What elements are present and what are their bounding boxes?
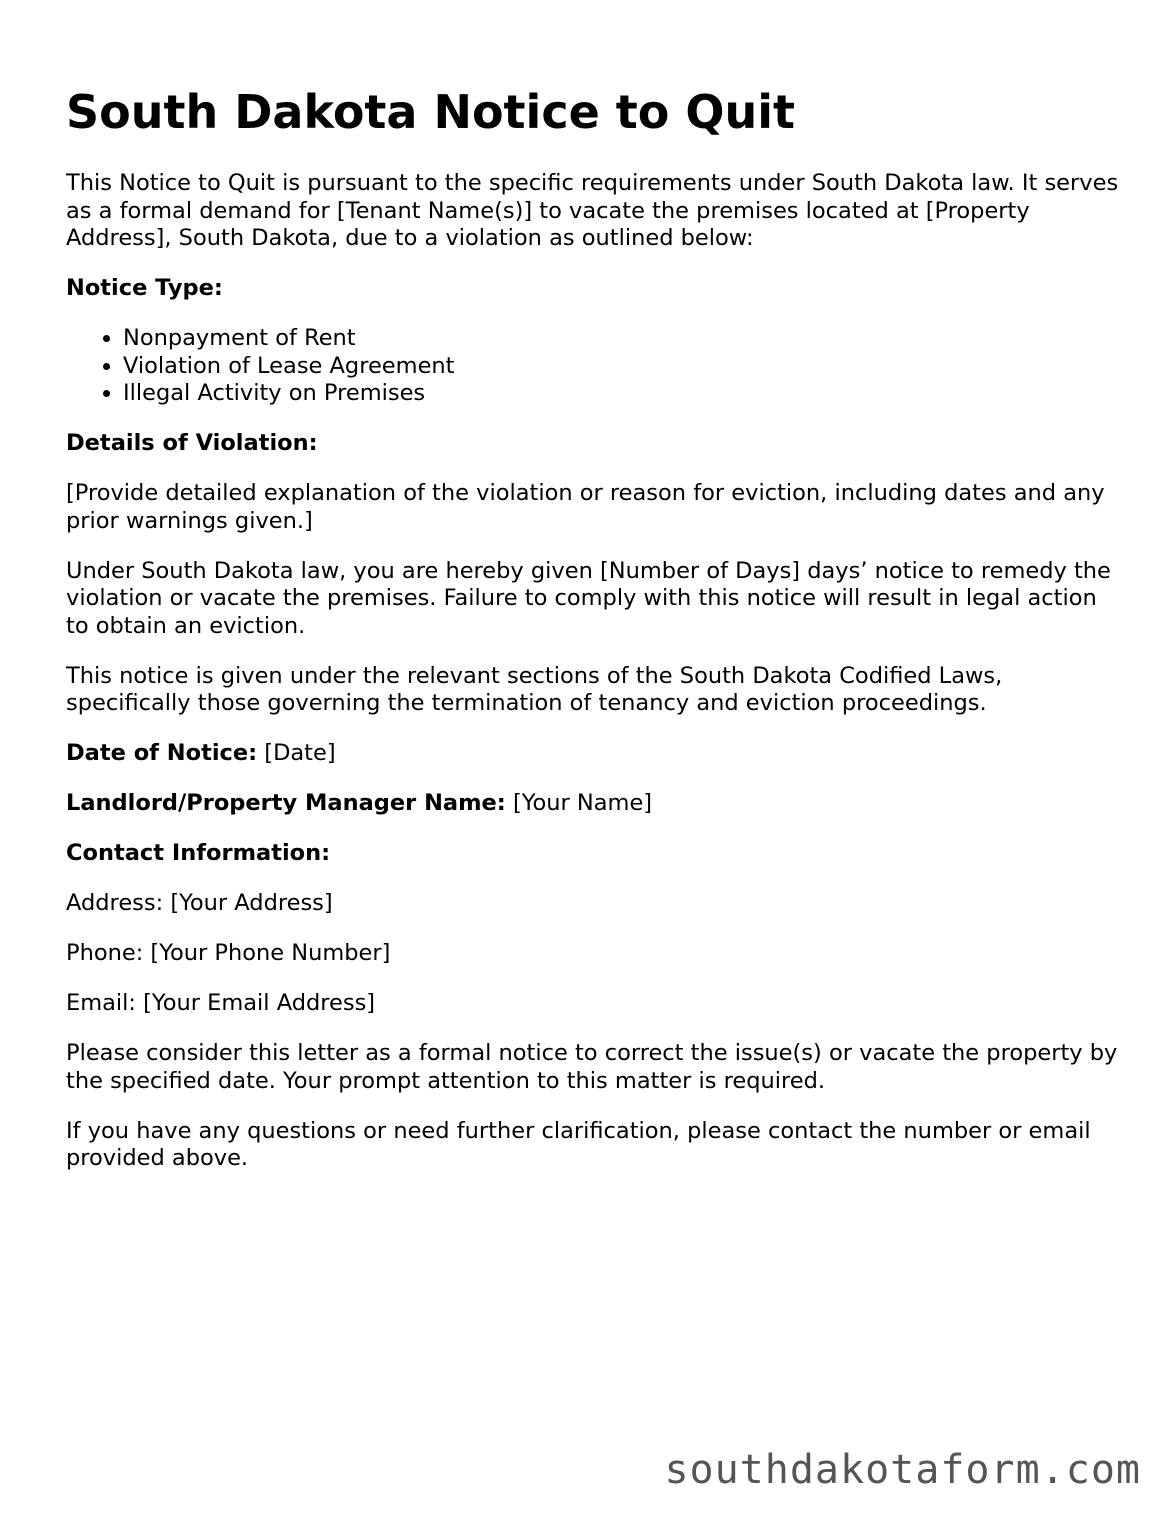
intro-paragraph: This Notice to Quit is pursuant to the specific requirements under South Dakota law. It serves as a formal demand for [Tenant Name(s)] to vacate the premises located at [Property Address], South Dakota, due to a violation as outlined below: — [66, 170, 1119, 251]
list-item: • Illegal Activity on Premises — [123, 380, 1126, 408]
details-heading: Details of Violation: — [66, 430, 318, 456]
phone-line: Phone: [Your Phone Number] — [66, 940, 391, 966]
date-of-notice-line — [66, 740, 1126, 768]
email-line: Email: [Your Email Address] — [66, 990, 376, 1016]
landlord-name-label: Landlord/Property Manager Name: — [66, 790, 506, 816]
page-title: South Dakota Notice to Quit — [66, 85, 796, 139]
notice-period-paragraph: Under South Dakota law, you are hereby given [Number of Days] days’ notice to remedy the violation or vacate the premises. Failure to comply with this notice will result in legal action to obtain an eviction. — [66, 557, 1111, 639]
list-item: • Nonpayment of Rent — [123, 325, 1126, 353]
landlord-name-line — [66, 790, 1126, 818]
site-watermark: southdakotaform.com — [664, 1447, 1141, 1493]
questions-paragraph: If you have any questions or need further clarification, please contact the number or email provided above. — [66, 1117, 1091, 1171]
document-page — [66, 84, 1126, 1195]
notice-type-list — [66, 325, 1126, 408]
contact-heading: Contact Information: — [66, 840, 331, 866]
notice-type-heading: Notice Type: — [66, 275, 223, 301]
closing-paragraph: Please consider this letter as a formal notice to correct the issue(s) or vacate the property by the specified date. Your prompt attention to this matter is required. — [66, 1040, 1118, 1094]
date-of-notice-value: [Date] — [257, 740, 336, 766]
landlord-name-value: [Your Name] — [505, 790, 653, 816]
legal-basis-paragraph: This notice is given under the relevant sections of the South Dakota Codified Laws, specifically those governing the termination of tenancy and eviction proceedings. — [66, 662, 1003, 716]
list-item: • Violation of Lease Agreement — [123, 353, 1126, 381]
details-paragraph: [Provide detailed explanation of the violation or reason for eviction, including dates and any prior warnings given.] — [66, 480, 1105, 534]
date-of-notice-label: Date of Notice: — [66, 740, 258, 766]
address-line: Address: [Your Address] — [66, 890, 333, 916]
